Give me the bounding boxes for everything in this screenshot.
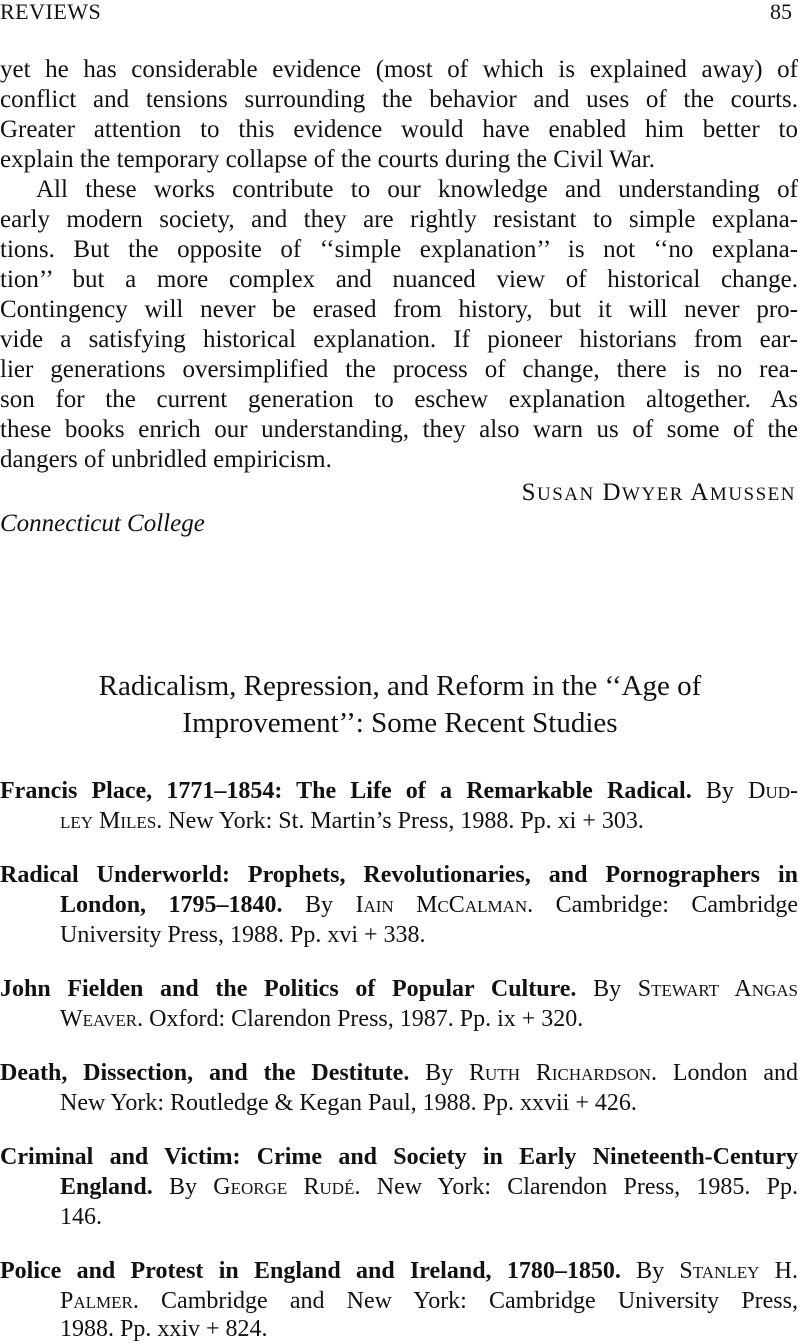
book-publication: Oxford: Clarendon Press, 1987. Pp. ix + 320. <box>149 1006 584 1032</box>
text-line: dangers of unbridled empiricism. <box>0 446 332 473</box>
book-author: Palmer. <box>60 1288 139 1314</box>
text-line: Greater attention to this evidence would have enabled him better to <box>0 116 798 143</box>
book-publication: New York: Clarendon Press, 1985. Pp. <box>376 1174 799 1200</box>
book-publication: Cambridge: Cambridge <box>555 892 799 918</box>
book-title: England. <box>60 1174 153 1200</box>
page-number: 85 <box>770 0 792 24</box>
book-publication: New York: Routledge & Kegan Paul, 1988. Pp. xxvii + 426. <box>60 1090 637 1116</box>
text-line: son for the current generation to eschew explanation altogether. As <box>0 386 798 413</box>
section-title-line: Radicalism, Repression, and Reform in the ‘‘Age of <box>98 670 702 702</box>
book-author: Ruth Richardson. <box>469 1060 658 1086</box>
text-line: early modern society, and they are rightly resistant to simple explana- <box>0 206 798 233</box>
reviewer-affiliation: Connecticut College <box>0 510 205 537</box>
running-head-title: REVIEWS <box>0 0 102 24</box>
book-publication: Cambridge and New York: Cambridge University Press, <box>161 1288 798 1314</box>
text-line: vide a satisfying historical explanation. If pioneer historians from ear- <box>0 326 798 353</box>
book-title: Death, Dissection, and the Destitute. <box>0 1060 410 1086</box>
book-publication: 146. <box>60 1204 102 1230</box>
book-author: Iain McCalman. <box>355 892 534 918</box>
book-title: Police and Protest in England and Ireland, 1780–1850. <box>0 1258 621 1284</box>
book-title: London, 1795–1840. <box>60 892 283 918</box>
book-author: George Rudé. <box>213 1174 361 1200</box>
text-line: explain the temporary collapse of the courts during the Civil War. <box>0 146 655 173</box>
book-title: Criminal and Victim: Crime and Society in Early Nineteenth-Century <box>0 1144 798 1170</box>
running-head <box>0 0 800 27</box>
text-line: these books enrich our understanding, they also warn us of some of the <box>0 416 798 443</box>
section-title-line: Improvement’’: Some Recent Studies <box>182 707 618 739</box>
book-publication: 1988. Pp. xxiv + 824. <box>60 1316 268 1342</box>
book-title: Francis Place, 1771–1854: The Life of a Remarkable Radical. <box>0 778 692 804</box>
book-author: Stanley H. <box>679 1258 798 1284</box>
book-publication: New York: St. Martin’s Press, 1988. Pp. xi + 303. <box>168 808 644 834</box>
text-line: tion’’ but a more complex and nuanced view of historical change. <box>0 266 798 293</box>
reviewer-signature: SUSAN DWYER AMUSSEN <box>521 479 796 506</box>
book-title: John Fielden and the Politics of Popular Culture. <box>0 976 577 1002</box>
book-publication: University Press, 1988. Pp. xvi + 338. <box>60 922 426 948</box>
book-author: Dud- <box>748 778 799 804</box>
book-author: Weaver. <box>60 1006 144 1032</box>
text-line: lier generations oversimplified the process of change, there is no rea- <box>0 356 798 383</box>
book-title: Radical Underworld: Prophets, Revolutionaries, and Pornographers in <box>0 862 798 888</box>
book-author: ley Miles. <box>60 808 163 834</box>
text-line: conflict and tensions surrounding the behavior and uses of the courts. <box>0 86 798 113</box>
text-line: tions. But the opposite of ‘‘simple explanation’’ is not ‘‘no explana- <box>0 236 798 263</box>
book-publication: London and <box>672 1060 799 1086</box>
text-line: yet he has considerable evidence (most of which is explained away) of <box>0 56 798 83</box>
text-line: All these works contribute to our knowledge and understanding of <box>36 176 798 203</box>
book-author: Stewart Angas <box>637 976 799 1002</box>
text-line: Contingency will never be erased from history, but it will never pro- <box>0 296 798 323</box>
